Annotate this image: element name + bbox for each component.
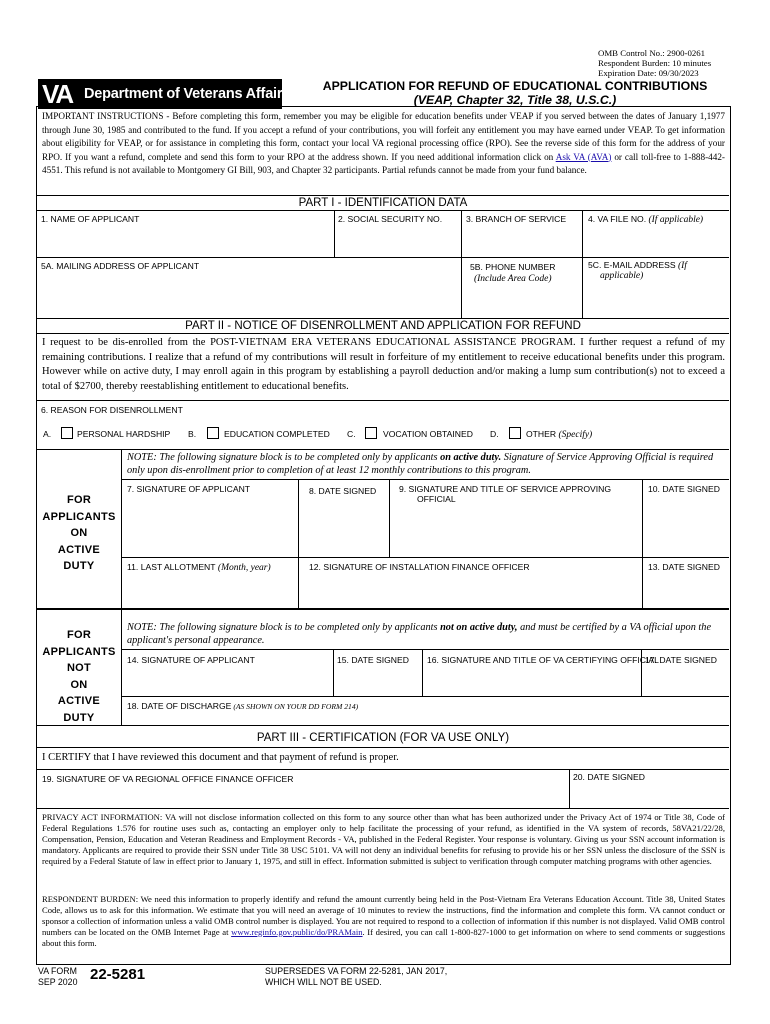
- option-c-letter: C.: [347, 429, 356, 439]
- date-signed-10-input[interactable]: [644, 497, 727, 555]
- active-duty-heading: FOR APPLICANTS ON ACTIVE DUTY: [42, 494, 116, 572]
- field-11-last-allotment-label: 11. LAST ALLOTMENT (Month, year): [127, 562, 271, 573]
- omb-control-number: OMB Control No.: 2900-0261: [598, 48, 706, 58]
- important-instructions: IMPORTANT INSTRUCTIONS - Before completing this form, remember you may be eligible for education benefits under VEAP if you served between the dates of January 1,1977 through June 30, 1985 and contributed to the fund. If you accept a refund of your contributions, you will forfeit any entitlement you may have earned under VEAP. To get information about eligibility for VEAP, or for assistance in completing this form, contact your local VA regional processing office (RPO). See the reverse side of this form for the address of your RPO. If you want a refund, complete and send this form to your RPO at the address shown. If you need additional information click on Ask VA (AVA) or call toll-free to 1-888-442-4551. This refund is not available to Montgomery GI Bill, 903, and Chapter 32 participants. Partial refunds cannot be made from your fund balance.: [42, 111, 725, 175]
- field-5a-address-label: 5A. MAILING ADDRESS OF APPLICANT: [41, 261, 200, 271]
- option-a-letter: A.: [43, 429, 52, 439]
- part-2-title: PART II - NOTICE OF DISENROLLMENT AND APPLICATION FOR REFUND: [185, 320, 581, 332]
- field-17-date-label: 17. DATE SIGNED: [645, 655, 717, 665]
- field-1-name-label: 1. NAME OF APPLICANT: [41, 214, 140, 224]
- education-completed-checkbox[interactable]: [207, 427, 219, 439]
- option-b-letter: B.: [188, 429, 197, 439]
- footer-va-form: VA FORM: [38, 966, 77, 976]
- personal-hardship-checkbox[interactable]: [61, 427, 73, 439]
- name-input[interactable]: [39, 225, 331, 255]
- va-seal-mark: VA: [42, 79, 73, 109]
- field-4-file-no-label: 4. VA FILE NO. (If applicable): [588, 214, 704, 225]
- form-title: [300, 79, 730, 107]
- field-15-date-label: 15. DATE SIGNED: [337, 655, 409, 665]
- omb-block: [598, 48, 711, 78]
- omb-expiration-date: Expiration Date: 09/30/2023: [598, 68, 699, 78]
- field-12-finance-officer-label: 12. SIGNATURE OF INSTALLATION FINANCE OFFICER: [309, 562, 530, 572]
- field-9-official-label: 9. SIGNATURE AND TITLE OF SERVICE APPROVING OFFICIAL: [399, 484, 612, 504]
- active-duty-note: NOTE: The following signature block is to be completed only by applicants on active duty. Signature of Service Approving Official is required only upon dis-enrollment prior to completion of at least 12 monthly contributions to this program.: [127, 452, 714, 476]
- phone-input[interactable]: [463, 287, 579, 317]
- applicant-signature-active[interactable]: [123, 497, 296, 555]
- va-logo-banner: [38, 79, 291, 109]
- form-frame: [36, 106, 731, 965]
- email-input[interactable]: [584, 287, 727, 317]
- field-5c-email-label: 5C. E-MAIL ADDRESS (If applicable): [588, 260, 687, 281]
- other-specify-input[interactable]: [597, 424, 725, 442]
- date-signed-17-input[interactable]: [643, 667, 727, 694]
- education-completed-label: EDUCATION COMPLETED: [224, 429, 330, 439]
- vocation-obtained-label: VOCATION OBTAINED: [383, 429, 473, 439]
- field-20-date-label: 20. DATE SIGNED: [573, 772, 645, 782]
- ssn-input[interactable]: [336, 225, 458, 255]
- vocation-obtained-checkbox[interactable]: [365, 427, 377, 439]
- footer-form-id: [38, 966, 77, 988]
- regional-finance-officer-signature[interactable]: [39, 785, 567, 807]
- other-label: OTHER (Specify): [526, 429, 593, 440]
- footer-date: SEP 2020: [38, 977, 78, 987]
- field-5b-phone-label: 5B. PHONE NUMBER (Include Area Code): [470, 262, 556, 284]
- agency-name: Department of Veterans Affairs: [84, 86, 291, 102]
- other-checkbox[interactable]: [509, 427, 521, 439]
- address-input[interactable]: [39, 273, 458, 317]
- part-1-title: PART I - IDENTIFICATION DATA: [298, 197, 468, 209]
- field-10-date-label: 10. DATE SIGNED: [648, 484, 720, 494]
- not-active-duty-note: NOTE: The following signature block is to be completed only by applicants not on active duty, and must be certified by a VA official upon the applicant's personal appearance.: [127, 622, 712, 646]
- personal-hardship-label: PERSONAL HARDSHIP: [77, 429, 171, 439]
- date-signed-20-input[interactable]: [571, 785, 727, 807]
- field-19-finance-officer-label: 19. SIGNATURE OF VA REGIONAL OFFICE FINANCE OFFICER: [42, 774, 294, 784]
- privacy-act-information: PRIVACY ACT INFORMATION: VA will not disclose information collected on this form to any source other than what has been authorized under the Privacy Act of 1974 or Title 38, Code of Federal Regulations 1.576 for routine uses such as, contacting an employer only to help facilitate the processing of your refund, as identified in the VA system of records, 58VA21/22/28, Compensation, Pension, Education and Veteran Readiness and Employment Records - VA, published in the Federal Register. Your response is voluntary. Giving us your SSN account information is mandatory. Applicants are required to provide their SSN under Title 38 USC 5101. VA will not deny an individual benefits for refusing to provide his or her SSN unless the disclosure of the SSN is required by a Federal Statute of law in effect prior to January 1, 1975, and still in effect. Information submitted is subject to verification through computer matching programs with other agencies.: [42, 812, 725, 866]
- file-no-input[interactable]: [584, 225, 727, 255]
- service-official-signature[interactable]: [391, 507, 640, 555]
- option-d-letter: D.: [490, 429, 499, 439]
- field-3-branch-label: 3. BRANCH OF SERVICE: [466, 214, 567, 224]
- field-16-va-official-label: 16. SIGNATURE AND TITLE OF VA CERTIFYING OFFICIAL: [427, 655, 659, 665]
- va-certifying-official-signature[interactable]: [424, 667, 639, 694]
- field-6-reason-label: 6. REASON FOR DISENROLLMENT: [41, 405, 183, 415]
- footer-supersedes: SUPERSEDES VA FORM 22-5281, JAN 2017, WHICH WILL NOT BE USED.: [265, 966, 448, 987]
- omb-respondent-burden: Respondent Burden: 10 minutes: [598, 58, 712, 68]
- discharge-date-input[interactable]: [123, 711, 727, 724]
- not-active-duty-heading: FOR APPLICANTS NOT ON ACTIVE DUTY: [42, 629, 116, 724]
- field-7-signature-label: 7. SIGNATURE OF APPLICANT: [127, 484, 251, 494]
- footer-form-number: 22-5281: [90, 966, 146, 983]
- field-14-signature-label: 14. SIGNATURE OF APPLICANT: [127, 655, 255, 665]
- form-title-line1: APPLICATION FOR REFUND OF EDUCATIONAL CONTRIBUTIONS: [322, 79, 708, 93]
- respondent-burden: RESPONDENT BURDEN: We need this information to properly identify and refund the amount currently being held in the Post-Vietnam Era Veterans Education Account. Title 38, United States Code, allows us to ask for this information. We estimate that you will need an average of 10 minutes to review the instructions, find the information and complete this form. VA cannot conduct or sponsor a collection of information unless a valid OMB control number is displayed. You are not required to respond to a collection of information if this number is not displayed. Valid OMB control numbers can be located on the OMB Internet Page at www.reginfo.gov.public/do/PRAMain. If desired, you can call 1-800-827-1000 to get information on where to send comments or suggestions about this form.: [42, 894, 726, 948]
- branch-input[interactable]: [463, 225, 579, 255]
- finance-officer-signature[interactable]: [300, 574, 640, 606]
- date-signed-15-input[interactable]: [335, 667, 420, 694]
- ask-va-link[interactable]: Ask VA (AVA): [555, 151, 612, 162]
- last-allotment-input[interactable]: [123, 574, 296, 606]
- field-2-ssn-label: 2. SOCIAL SECURITY NO.: [338, 214, 443, 224]
- field-8-date-label: 8. DATE SIGNED: [309, 486, 377, 496]
- field-18-discharge-label: 18. DATE OF DISCHARGE (AS SHOWN ON YOUR DD FORM 214): [127, 701, 359, 711]
- date-signed-13-input[interactable]: [644, 574, 727, 606]
- applicant-signature-not-active[interactable]: [123, 667, 331, 694]
- form-title-line2: (VEAP, Chapter 32, Title 38, U.S.C.): [413, 93, 617, 107]
- date-signed-8-input[interactable]: [300, 499, 387, 555]
- certification-statement: I CERTIFY that I have reviewed this document and that payment of refund is proper.: [42, 752, 399, 763]
- reginfo-link[interactable]: www.reginfo.gov.public/do/PRAMain: [231, 926, 363, 937]
- field-13-date-label: 13. DATE SIGNED: [648, 562, 720, 572]
- disenrollment-request-text: I request to be dis-enrolled from the POST-VIETNAM ERA VETERANS EDUCATIONAL ASSISTANCE PROGRAM. I further request a refund of my remaining contributions. I realize that a refund of my contributions will result in forfeiture of my entitlement to receive educational benefits under this program. However while on active duty, I may enroll again in this program by establishing a payroll deduction and/or making a lump sum contribution(s) not to exceed a total of $2700, thereby reestablishing entitlement to educational benefits.: [42, 337, 725, 392]
- part-3-title: PART III - CERTIFICATION (FOR VA USE ONLY): [256, 732, 510, 744]
